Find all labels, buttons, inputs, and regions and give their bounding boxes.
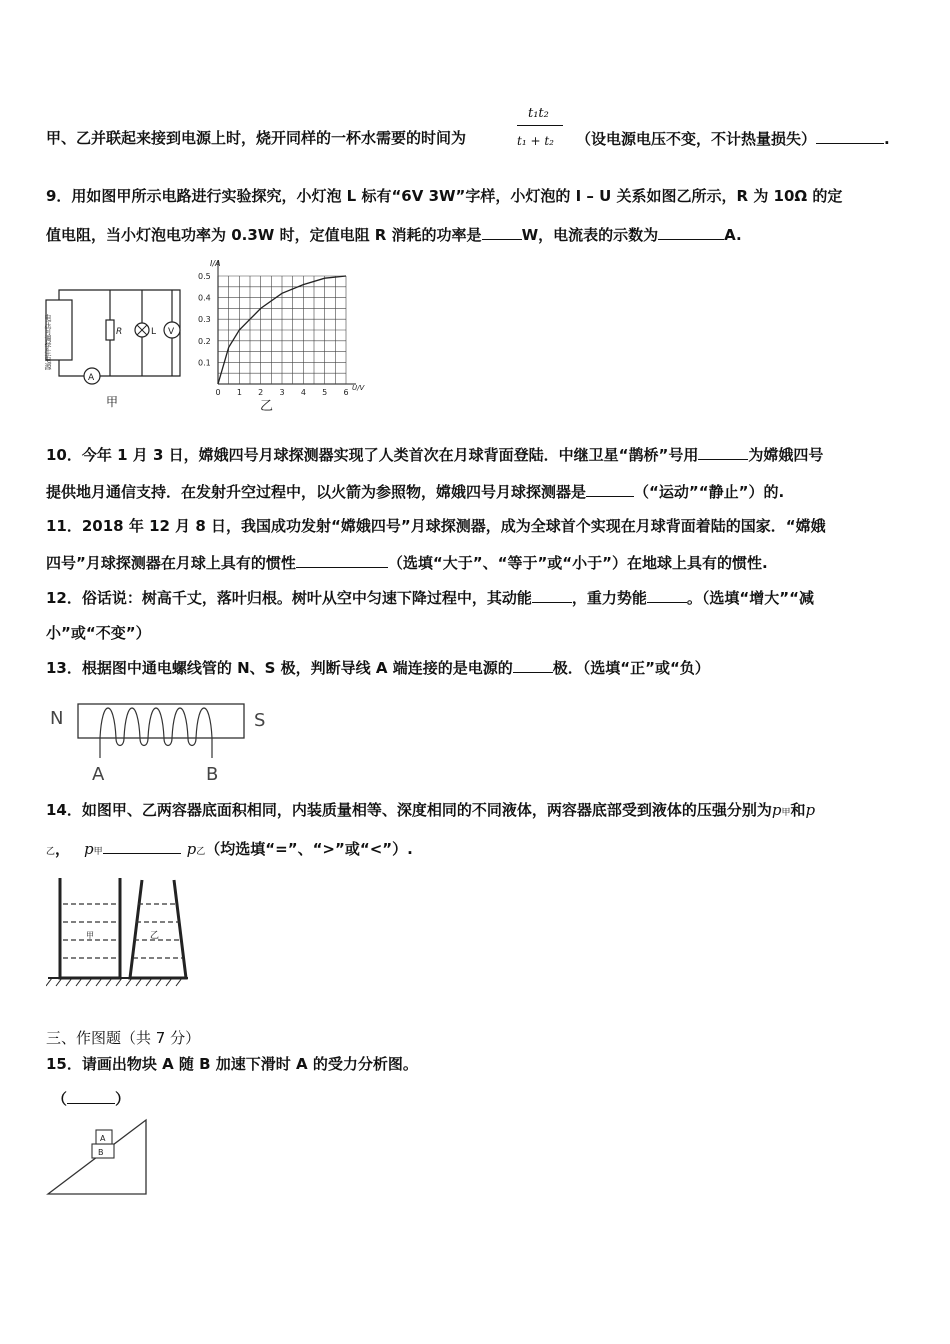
q15-line1: 15．请画出物块 A 随 B 加速下滑时 A 的受力分析图。: [46, 1055, 418, 1073]
q13-blank[interactable]: [513, 657, 553, 673]
q14-he: 和: [790, 801, 806, 819]
q11-line2: [46, 552, 768, 573]
q8-fraction-numerator: t₁t₂: [528, 106, 549, 121]
q14-line1: [46, 800, 815, 823]
voltmeter-label: V: [168, 327, 175, 337]
p-sub-yi-2: 乙: [196, 847, 206, 857]
q9-line2: [46, 224, 742, 245]
block-a-label: A: [100, 1134, 106, 1143]
container-jia-label: 甲: [86, 931, 94, 940]
x-tick-label: 2: [258, 388, 264, 397]
resistor-symbol: [106, 320, 114, 340]
q8-fraction-bar: [517, 125, 563, 126]
x-tick-label: 4: [300, 388, 306, 397]
q8-line: [46, 128, 466, 148]
p-sub-jia-1: 甲: [781, 808, 791, 818]
q10-blank-1[interactable]: [698, 444, 748, 460]
resistor-label: R: [116, 327, 123, 337]
q9-line2-b: W，电流表的示数为: [521, 226, 659, 244]
source-label: 电压可调学生电源: [44, 314, 52, 370]
q13-solenoid-diagram: [44, 694, 284, 786]
y-axis-label: I/A: [210, 259, 221, 268]
p-symbol-3: p: [84, 840, 94, 858]
circuit-caption: 甲: [106, 395, 119, 409]
q12-blank-2[interactable]: [647, 587, 687, 603]
p-sub-yi-1: 乙: [46, 847, 56, 857]
q14-line2: 乙， p甲 p乙（均选填“=”、“>”或“<”）.: [46, 840, 413, 858]
x-tick-label: 3: [279, 388, 285, 397]
x-tick-label: 5: [322, 388, 328, 397]
lamp-label: L: [151, 327, 157, 337]
q9-current-blank[interactable]: [658, 224, 724, 240]
y-tick-label: 0.1: [198, 358, 211, 368]
q12-line1: [46, 587, 814, 608]
q14-blank[interactable]: [103, 838, 181, 854]
q15-answer-open: （: [52, 1090, 68, 1108]
q10-line1-b: 为嫦娥四号: [748, 446, 824, 464]
x-tick-label: 6: [343, 388, 349, 397]
q10-line1-a: 10．今年 1 月 3 日，嫦娥四号月球探测器实现了人类首次在月球背面登陆．中继卫星“鹊桥”号用: [46, 446, 699, 464]
q10-line2-b: （“运动”“静止”）的.: [634, 483, 785, 501]
q10-line1: [46, 444, 823, 465]
ammeter-label: A: [88, 373, 95, 383]
q12-line1-c: 。（选填“增大”“减: [686, 589, 814, 607]
container-jia: [60, 878, 120, 978]
q14-line1-a: 14．如图甲、乙两容器底面积相同，内装质量相等、深度相同的不同液体，两容器底部受到液体的压强分别为: [46, 801, 772, 819]
q10-line2: [46, 481, 784, 502]
q15-answer-blank[interactable]: [67, 1088, 115, 1104]
q9-line1: 9．用如图甲所示电路进行实验探究，小灯泡 L 标有“6V 3W”字样，小灯泡的 I – U 关系如图乙所示，R 为 10Ω 的定: [46, 187, 843, 205]
q9-circuit-diagram: [44, 284, 186, 412]
q11-line2-b: （选填“大于”、“等于”或“小于”）在地球上具有的惯性.: [387, 554, 768, 572]
q12-blank-1[interactable]: [532, 587, 572, 603]
q14-line2-b: （均选填“=”、“>”或“<”）.: [205, 840, 413, 858]
q11-blank[interactable]: [296, 552, 388, 568]
q11-line1: 11．2018 年 12 月 8 日，我国成功发射“嫦娥四号”月球探测器，成为全球首个实现在月球背面着陆的国家．“嫦娥: [46, 517, 826, 535]
p-symbol-4: p: [186, 840, 197, 858]
north-pole-label: N: [50, 708, 64, 729]
x-tick-label: 1: [236, 388, 242, 397]
solenoid-core: [78, 704, 244, 738]
p-symbol-2: p: [805, 801, 816, 819]
q12-line1-a: 12．俗话说：树高千丈，落叶归根。树叶从空中匀速下降过程中，其动能: [46, 589, 532, 607]
graph-caption: 乙: [260, 399, 274, 414]
q8-fraction-denominator: t₁ + t₂: [517, 134, 554, 148]
q15-incline-diagram: [44, 1118, 150, 1198]
q11-line2-a: 四号”月球探测器在月球上具有的惯性: [46, 554, 296, 572]
solenoid-coil: [100, 708, 212, 758]
q12-line1-b: ，重力势能: [571, 589, 647, 607]
q13-line1: [46, 657, 710, 678]
q10-blank-2[interactable]: [586, 481, 634, 497]
south-pole-label: S: [254, 710, 266, 731]
q13-line1-a: 13．根据图中通电螺线管的 N、S 极，判断导线 A 端连接的是电源的: [46, 659, 513, 677]
block-b-label: B: [98, 1148, 104, 1157]
q9-iv-graph: [196, 256, 366, 414]
y-tick-label: 0.3: [198, 315, 211, 325]
x-tick-label: 0: [215, 388, 221, 397]
section-3-title: 三、作图题（共 7 分）: [46, 1029, 201, 1047]
q10-line2-a: 提供地月通信支持．在发射升空过程中，以火箭为参照物，嫦娥四号月球探测器是: [46, 483, 587, 501]
q15-answer-line: [52, 1088, 130, 1109]
q8-text-after: （设电源电压不变，不计热量损失）: [576, 130, 817, 148]
y-tick-label: 0.5: [198, 272, 211, 281]
y-tick-label: 0.2: [198, 336, 211, 346]
p-sub-jia-2: 甲: [93, 847, 103, 857]
q8-text-before: 甲、乙并联起来接到电源上时，烧开同样的一杯水需要的时间为: [46, 129, 467, 147]
q9-line2-a: 值电阻，当小灯泡电功率为 0.3W 时，定值电阻 R 消耗的功率是: [46, 226, 482, 244]
q12-line2: 小”或“不变”）: [46, 624, 151, 642]
q13-line1-b: 极．（选填“正”或“负）: [552, 659, 710, 677]
container-yi-label: 乙: [150, 931, 160, 941]
q9-power-blank[interactable]: [482, 224, 522, 240]
y-tick-label: 0.4: [198, 293, 211, 303]
wire-end-a-label: A: [92, 764, 105, 785]
q9-line2-c: A.: [724, 226, 742, 244]
q14-containers-diagram: [46, 872, 192, 990]
wire-end-b-label: B: [206, 764, 219, 785]
q15-answer-close: ）: [115, 1090, 131, 1108]
q8-end: .: [884, 130, 890, 148]
q8-answer-blank[interactable]: [816, 128, 884, 144]
p-symbol-1: p: [771, 801, 782, 819]
q8-line-after: [576, 128, 890, 149]
x-axis-label: U/V: [352, 384, 365, 392]
container-yi: [130, 880, 186, 978]
